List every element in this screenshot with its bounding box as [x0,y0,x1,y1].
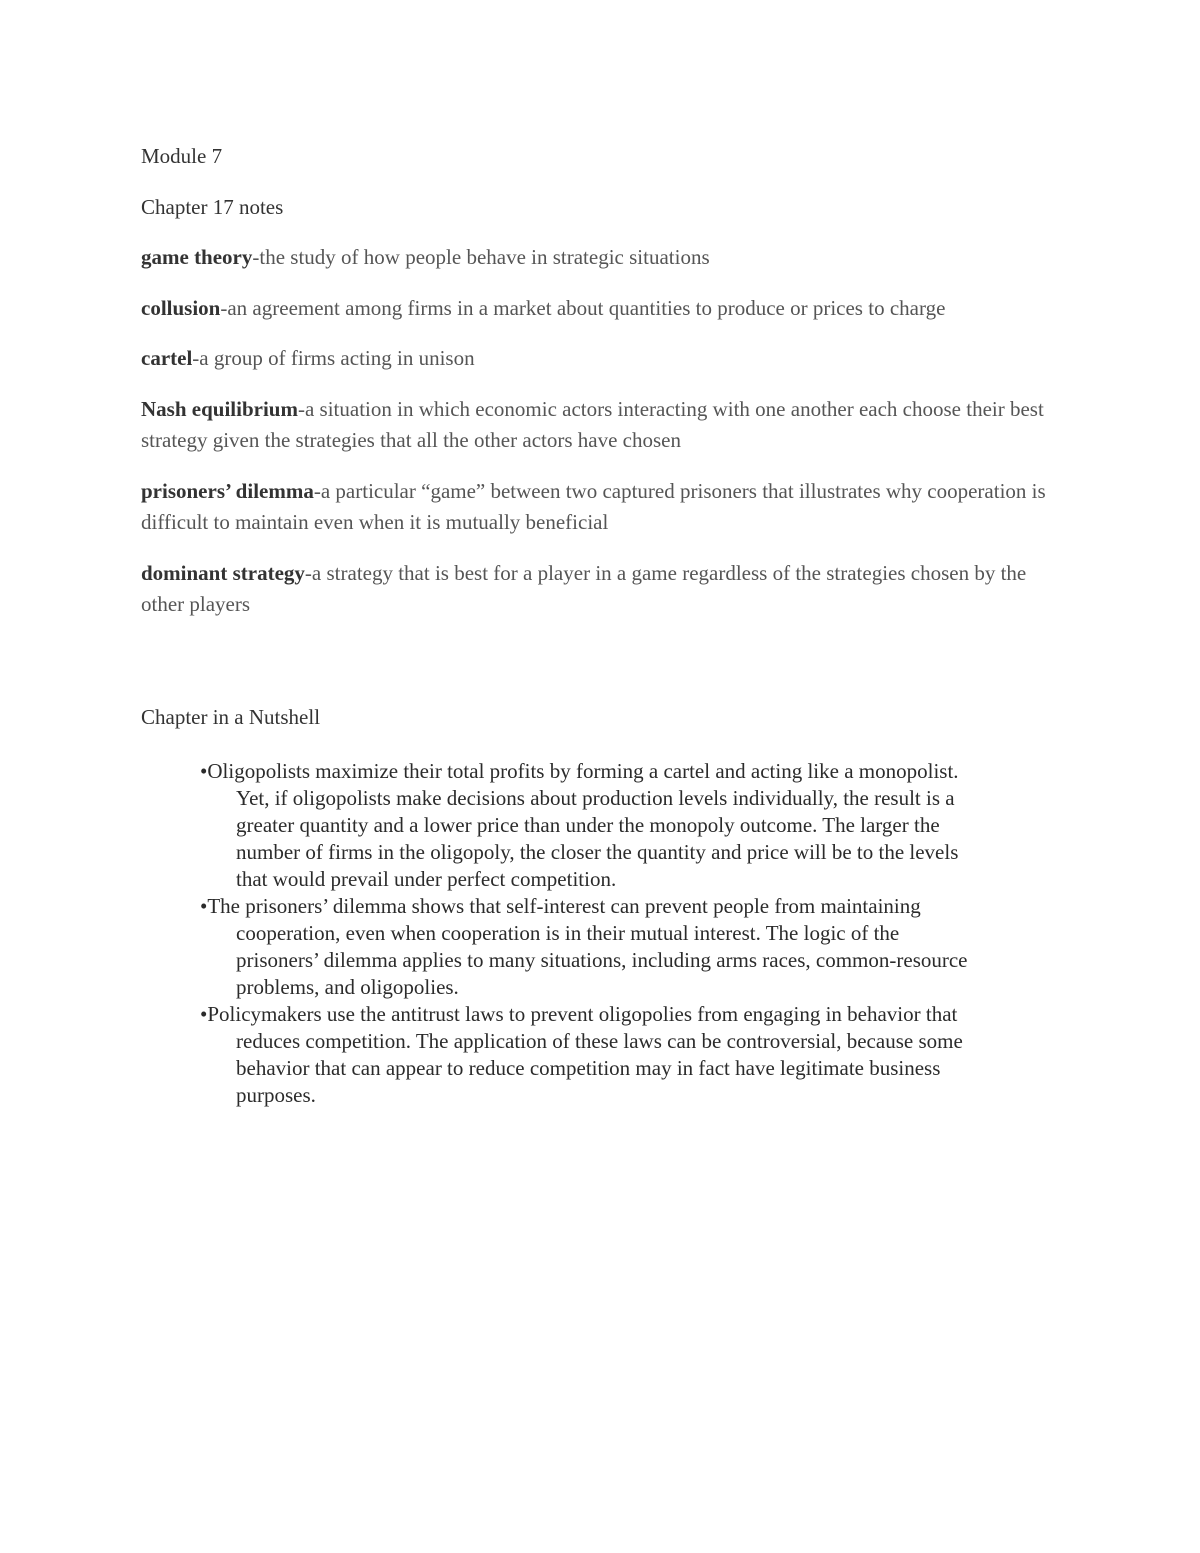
term-definition: a strategy that is best for a player in a game regardless of the strategies chosen by the other players [141,561,1027,616]
definition-game-theory [141,242,1061,273]
nutshell-point-text: Oligopolists maximize their total profits by forming a cartel and acting like a monopolist. Yet, if oligopolists make decisions about production levels individually, the result is a greater quantity and a lower price than under the monopoly outcome. The larger the number of firms in the oligopoly, the closer the quantity and price will be to the levels that would prevail under perfect competition. [207,759,959,891]
term-definition: a group of firms acting in unison [199,346,475,370]
nutshell-point [200,893,970,1001]
term-separator: - [192,346,200,370]
term-label: Nash equilibrium [141,397,298,421]
definition-collusion [141,293,1061,324]
definition-nash-equilibrium [141,394,1061,456]
term-separator: - [252,245,260,269]
term-label: collusion [141,296,221,320]
term-label: dominant strategy [141,561,305,585]
nutshell-bullet-list [200,758,970,1109]
term-label: game theory [141,245,253,269]
definition-cartel [141,343,1061,374]
bullet-icon: • [200,894,208,918]
nutshell-point [200,1001,970,1109]
definition-prisoners-dilemma [141,476,1061,538]
term-label: cartel [141,346,193,370]
nutshell-point [200,758,970,893]
nutshell-point-text: Policymakers use the antitrust laws to prevent oligopolies from engaging in behavior that reduces competition. The application of these laws can be controversial, because some behavior that can appear to reduce competition may in fact have legitimate business purposes. [207,1002,963,1107]
term-definition: the study of how people behave in strategic situations [259,245,710,269]
term-separator: - [220,296,228,320]
chapter-title: Chapter 17 notes [141,195,284,219]
nutshell-point-text: The prisoners’ dilemma shows that self-interest can prevent people from maintaining cooperation, even when cooperation is in their mutual interest. The logic of the prisoners’ dilemma applies to many situations, including arms races, common-resource problems, and oligopolies. [207,894,968,999]
term-definition: an agreement among firms in a market about quantities to produce or prices to charge [227,296,946,320]
term-definition: a situation in which economic actors interacting with one another each choose their best strategy given the strategies that all the other actors have chosen [141,397,1044,452]
bullet-icon: • [200,1002,208,1026]
term-separator: - [313,479,321,503]
module-title: Module 7 [141,144,223,168]
term-separator: - [304,561,312,585]
bullet-icon: • [200,759,208,783]
term-definition: a particular “game” between two captured prisoners that illustrates why cooperation is difficult to maintain even when it is mutually beneficial [141,479,1046,534]
term-label: prisoners’ dilemma [141,479,314,503]
nutshell-heading: Chapter in a Nutshell [141,705,321,729]
definition-dominant-strategy [141,558,1061,620]
term-separator: - [297,397,305,421]
